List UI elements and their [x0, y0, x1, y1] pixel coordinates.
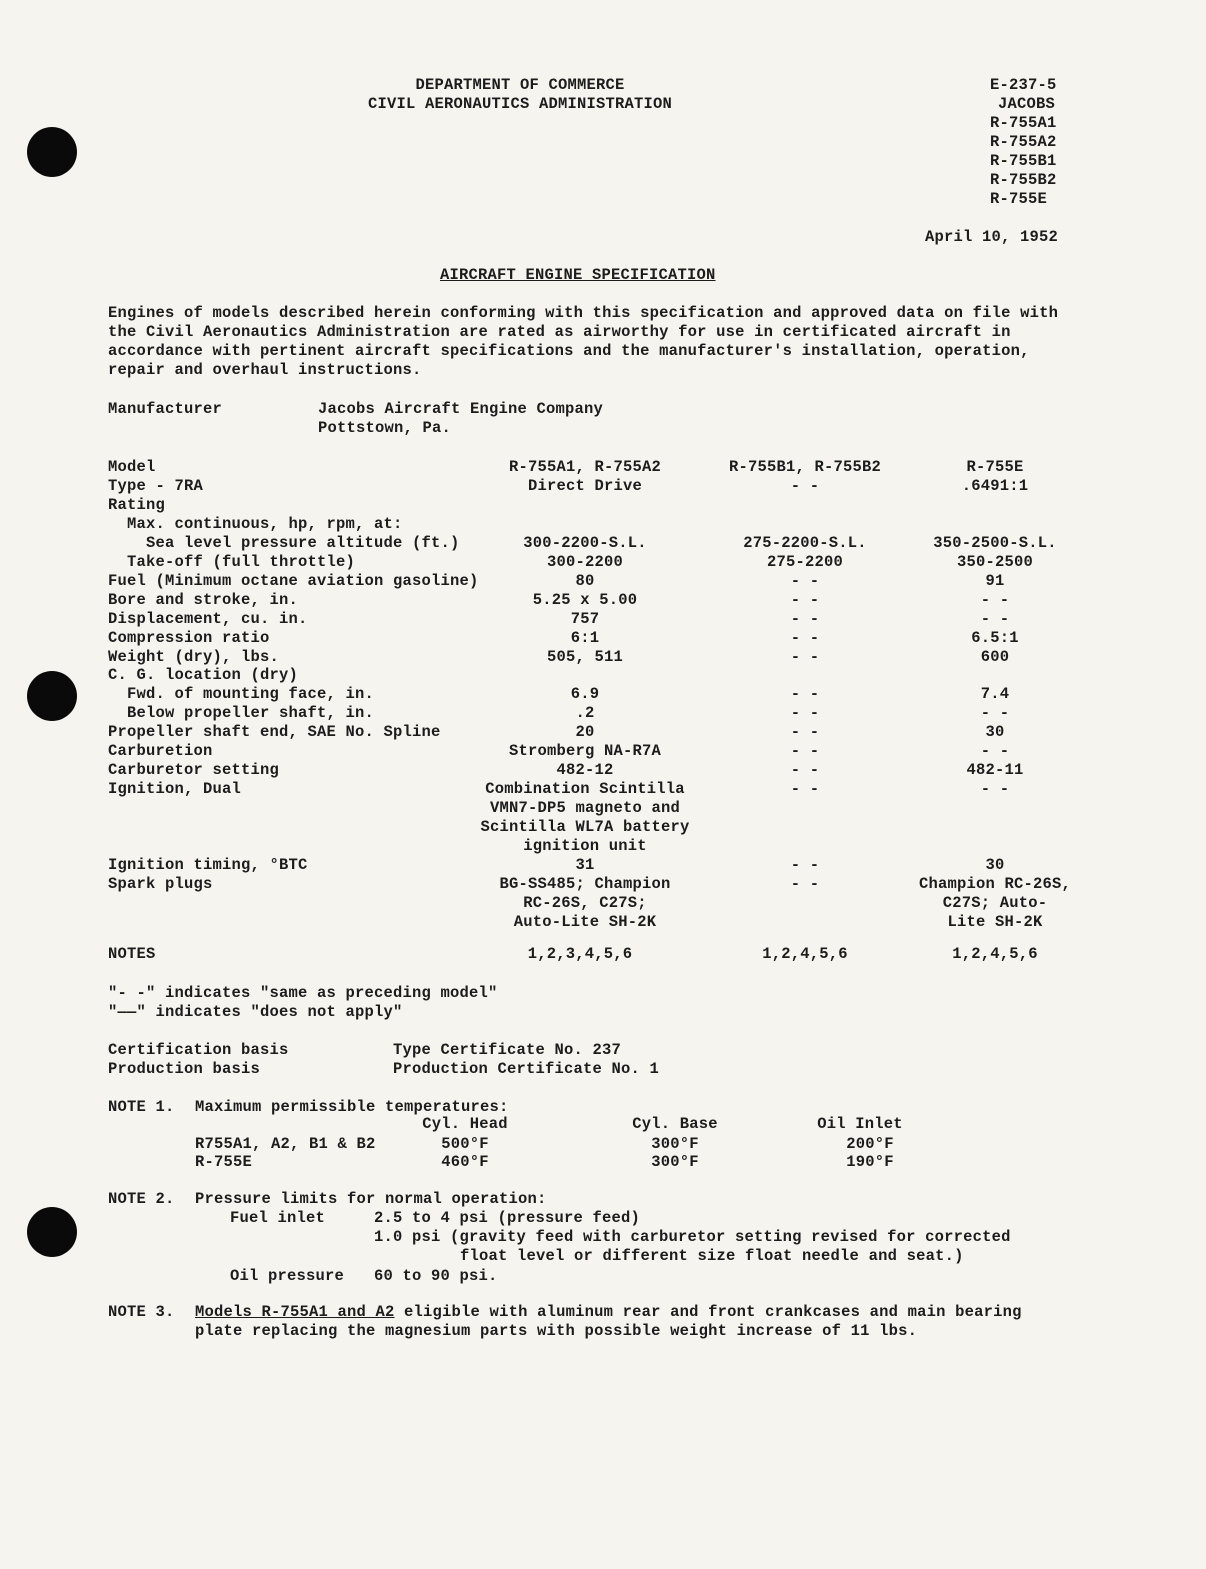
- spec-cell-r755e: - -: [980, 704, 1010, 722]
- model-id: R-755A1: [990, 114, 1057, 132]
- spec-cell-r755e: - -: [980, 610, 1010, 628]
- spec-cell-r755a: BG-SS485; Champion: [499, 875, 671, 893]
- spec-cell-r755e: 7.4: [980, 685, 1010, 703]
- intro-line: the Civil Aeronautics Administration are rated as airworthy for use in certificated aircraft in: [108, 323, 1011, 341]
- model-id: R-755B2: [990, 171, 1057, 189]
- notes-label: NOTES: [108, 945, 156, 963]
- spec-cell-r755b: - -: [790, 856, 820, 874]
- note2-title: Pressure limits for normal operation:: [195, 1190, 547, 1208]
- model-id: R-755A2: [990, 133, 1057, 151]
- spec-row-label: C. G. location (dry): [108, 666, 299, 684]
- note2-fuel-line: 2.5 to 4 psi (pressure feed): [374, 1209, 641, 1227]
- note1-col-oil-inlet: Oil Inlet: [817, 1115, 903, 1133]
- spec-cell-r755e: R-755E: [966, 458, 1024, 476]
- note3-head: NOTE 3.: [108, 1303, 175, 1321]
- note2-oil-label: Oil pressure: [230, 1267, 345, 1285]
- spec-cell-r755e: 30: [985, 856, 1005, 874]
- notes-col2: 1,2,4,5,6: [762, 945, 848, 963]
- punch-hole: [27, 671, 77, 721]
- manufacturer-name: Jacobs Aircraft Engine Company: [318, 400, 604, 418]
- spec-row-label: Compression ratio: [108, 629, 270, 647]
- spec-row-label: Type - 7RA: [108, 477, 204, 495]
- spec-cell-r755b: - -: [790, 875, 820, 893]
- spec-cell-r755e: .6491:1: [961, 477, 1029, 495]
- notes-col3: 1,2,4,5,6: [952, 945, 1038, 963]
- production-basis-value: Production Certificate No. 1: [393, 1060, 660, 1078]
- spec-cell-r755e: 600: [980, 648, 1010, 666]
- intro-line: accordance with pertinent aircraft specifications and the manufacturer's installation, operation,: [108, 342, 1030, 360]
- spec-cell-r755e: Champion RC-26S,: [918, 875, 1072, 893]
- manufacturer-label: Manufacturer: [108, 400, 223, 418]
- spec-cell-r755b: - -: [790, 477, 820, 495]
- spec-row-label: Below propeller shaft, in.: [108, 704, 375, 722]
- note3-models: Models R-755A1 and A2: [195, 1303, 395, 1321]
- spec-cell-r755b: - -: [790, 591, 820, 609]
- certification-basis-label: Certification basis: [108, 1041, 289, 1059]
- document-title: AIRCRAFT ENGINE SPECIFICATION: [440, 266, 716, 284]
- spec-cell-r755a: ignition unit: [523, 837, 647, 855]
- spec-row-label: Spark plugs: [108, 875, 213, 893]
- note2-oil-value: 60 to 90 psi.: [374, 1267, 498, 1285]
- spec-cell-r755a: 300-2200: [546, 553, 623, 571]
- document-date: April 10, 1952: [925, 228, 1059, 246]
- spec-row-label: Ignition, Dual: [108, 780, 242, 798]
- spec-cell-r755b: - -: [790, 648, 820, 666]
- spec-row-label: Max. continuous, hp, rpm, at:: [108, 515, 403, 533]
- spec-cell-r755a: .2: [575, 704, 595, 722]
- spec-cell-r755b: - -: [790, 742, 820, 760]
- punch-hole: [27, 1207, 77, 1257]
- note1-cell: 190°F: [846, 1153, 894, 1171]
- punch-hole: [27, 127, 77, 177]
- spec-row-label: Weight (dry), lbs.: [108, 648, 280, 666]
- spec-cell-r755e: - -: [980, 591, 1010, 609]
- spec-cell-r755a: Combination Scintilla: [485, 780, 685, 798]
- spec-cell-r755b: - -: [790, 761, 820, 779]
- spec-cell-r755a: 6.9: [570, 685, 600, 703]
- intro-line: repair and overhaul instructions.: [108, 361, 422, 379]
- spec-cell-r755a: R-755A1, R-755A2: [508, 458, 662, 476]
- spec-cell-r755e: Lite SH-2K: [947, 913, 1043, 931]
- note2-fuel-line: float level or different size float needle and seat.): [460, 1247, 964, 1265]
- spec-cell-r755b: - -: [790, 572, 820, 590]
- note1-col-cyl-head: Cyl. Head: [422, 1115, 508, 1133]
- spec-cell-r755a: 300-2200-S.L.: [523, 534, 647, 552]
- model-id: R-755E: [990, 190, 1048, 208]
- spec-number: E-237-5: [990, 76, 1057, 94]
- note1-cell: 300°F: [651, 1153, 699, 1171]
- spec-row-label: Bore and stroke, in.: [108, 591, 299, 609]
- note1-row-model: R-755E: [195, 1153, 253, 1171]
- manufacturer-id: JACOBS: [998, 95, 1056, 113]
- note1-cell: 460°F: [441, 1153, 489, 1171]
- spec-cell-r755a: 505, 511: [546, 648, 623, 666]
- spec-row-label: Propeller shaft end, SAE No. Spline: [108, 723, 441, 741]
- spec-cell-r755b: - -: [790, 610, 820, 628]
- spec-row-label: Fuel (Minimum octane aviation gasoline): [108, 572, 479, 590]
- spec-row-label: Take-off (full throttle): [108, 553, 356, 571]
- spec-cell-r755a: 6:1: [570, 629, 600, 647]
- note3-line1: [195, 1303, 1022, 1322]
- spec-row-label: Rating: [108, 496, 166, 514]
- note1-title: Maximum permissible temperatures:: [195, 1098, 509, 1116]
- spec-cell-r755a: 482-12: [556, 761, 614, 779]
- spec-cell-r755a: Auto-Lite SH-2K: [513, 913, 657, 931]
- spec-cell-r755a: 757: [570, 610, 600, 628]
- spec-cell-r755b: R-755B1, R-755B2: [728, 458, 882, 476]
- note2-fuel-label: Fuel inlet: [230, 1209, 326, 1227]
- spec-cell-r755a: 80: [575, 572, 595, 590]
- spec-cell-r755e: - -: [980, 742, 1010, 760]
- spec-cell-r755e: 30: [985, 723, 1005, 741]
- note1-col-cyl-base: Cyl. Base: [632, 1115, 718, 1133]
- spec-row-label: Fwd. of mounting face, in.: [108, 685, 375, 703]
- spec-row-label: Ignition timing, °BTC: [108, 856, 308, 874]
- notes-col1: 1,2,3,4,5,6: [527, 945, 633, 963]
- manufacturer-city: Pottstown, Pa.: [318, 419, 452, 437]
- intro-line: Engines of models described herein conforming with this specification and approved data on file with: [108, 304, 1059, 322]
- agency-name: CIVIL AERONAUTICS ADMINISTRATION: [367, 95, 673, 113]
- note1-cell: 500°F: [441, 1135, 489, 1153]
- note3-line2: plate replacing the magnesium parts with possible weight increase of 11 lbs.: [195, 1322, 918, 1340]
- note2-fuel-line: 1.0 psi (gravity feed with carburetor setting revised for corrected: [374, 1228, 1011, 1246]
- spec-cell-r755e: 482-11: [966, 761, 1024, 779]
- spec-cell-r755b: - -: [790, 704, 820, 722]
- spec-cell-r755b: - -: [790, 723, 820, 741]
- note1-row-model: R755A1, A2, B1 & B2: [195, 1135, 376, 1153]
- spec-cell-r755b: 275-2200: [766, 553, 843, 571]
- spec-cell-r755b: - -: [790, 685, 820, 703]
- spec-row-label: Carburetor setting: [108, 761, 280, 779]
- note3-line1-rest: eligible with aluminum rear and front crankcases and main bearing: [394, 1303, 1022, 1321]
- spec-cell-r755a: RC-26S, C27S;: [523, 894, 647, 912]
- spec-cell-r755b: - -: [790, 780, 820, 798]
- spec-cell-r755e: 350-2500-S.L.: [933, 534, 1057, 552]
- spec-cell-r755a: 5.25 x 5.00: [532, 591, 638, 609]
- spec-cell-r755e: C27S; Auto-: [942, 894, 1048, 912]
- spec-row-label: Model: [108, 458, 156, 476]
- legend-line: "——" indicates "does not apply": [108, 1003, 403, 1021]
- spec-cell-r755b: 275-2200-S.L.: [743, 534, 867, 552]
- spec-cell-r755e: 91: [985, 572, 1005, 590]
- model-id: R-755B1: [990, 152, 1057, 170]
- spec-row-label: Sea level pressure altitude (ft.): [108, 534, 460, 552]
- spec-cell-r755a: 31: [575, 856, 595, 874]
- spec-cell-r755a: 20: [575, 723, 595, 741]
- spec-cell-r755a: Stromberg NA-R7A: [508, 742, 662, 760]
- spec-cell-r755a: Scintilla WL7A battery: [480, 818, 690, 836]
- spec-row-label: Displacement, cu. in.: [108, 610, 308, 628]
- spec-cell-r755a: Direct Drive: [527, 477, 643, 495]
- spec-cell-r755e: 6.5:1: [971, 629, 1019, 647]
- spec-cell-r755a: VMN7-DP5 magneto and: [489, 799, 681, 817]
- spec-cell-r755e: 350-2500: [956, 553, 1033, 571]
- note1-head: NOTE 1.: [108, 1098, 175, 1116]
- production-basis-label: Production basis: [108, 1060, 261, 1078]
- note1-cell: 200°F: [846, 1135, 894, 1153]
- spec-row-label: Carburetion: [108, 742, 213, 760]
- note1-cell: 300°F: [651, 1135, 699, 1153]
- spec-cell-r755e: - -: [980, 780, 1010, 798]
- legend-line: "- -" indicates "same as preceding model": [108, 984, 498, 1002]
- spec-cell-r755b: - -: [790, 629, 820, 647]
- note2-head: NOTE 2.: [108, 1190, 175, 1208]
- department-name: DEPARTMENT OF COMMERCE: [415, 76, 625, 94]
- certification-basis-value: Type Certificate No. 237: [393, 1041, 622, 1059]
